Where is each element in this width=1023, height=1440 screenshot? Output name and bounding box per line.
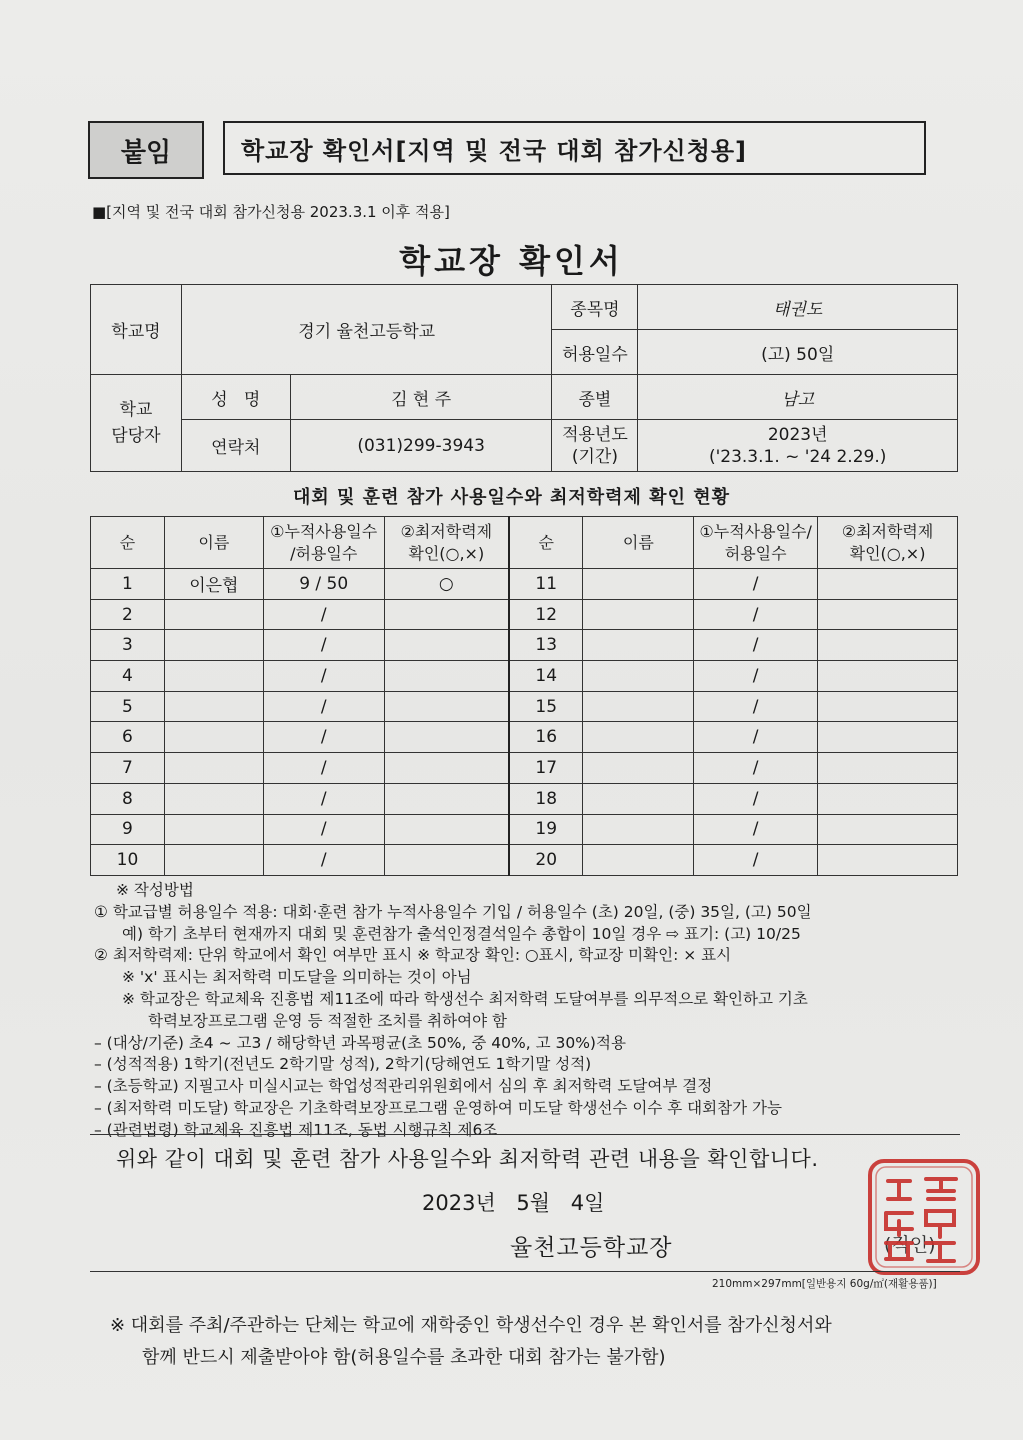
table-row <box>91 661 958 692</box>
instruction-line: ※ 'x' 표시는 최저학력 미도달을 의미하는 것이 아님 <box>122 968 472 987</box>
school-info-table <box>90 284 958 472</box>
row-days-right: / <box>694 691 818 722</box>
row-days: / <box>263 783 384 814</box>
row-name <box>164 845 263 876</box>
row-number-right: 16 <box>509 722 583 753</box>
official-seal-stamp <box>866 1157 982 1277</box>
instruction-line: – (대상/기준) 초4 ~ 고3 / 해당학년 과목평균(초 50%, 중 40%, 고 30%)적용 <box>94 1033 626 1052</box>
row-name-right <box>583 569 694 600</box>
table-row <box>91 845 958 876</box>
row-name <box>164 599 263 630</box>
manager-label: 학교 담당자 <box>91 375 182 472</box>
row-check-right <box>818 661 958 692</box>
row-number: 7 <box>91 753 165 784</box>
row-name-right <box>583 753 694 784</box>
row-name-right <box>583 661 694 692</box>
header-days-right: ①누적사용일수/ 허용일수 <box>694 517 818 569</box>
row-name <box>164 783 263 814</box>
row-check <box>384 691 509 722</box>
year-value: 2023년 <box>767 424 828 445</box>
participation-table <box>90 516 958 876</box>
row-check <box>384 661 509 692</box>
document-header-title: 학교장 확인서[지역 및 전국 대회 참가신청용] <box>223 121 926 175</box>
header-name-right: 이름 <box>583 517 694 569</box>
year-label: 적용년도 (기간) <box>552 420 638 472</box>
row-check-right <box>818 691 958 722</box>
header-check: ②최저학력제 확인(○,×) <box>384 517 509 569</box>
manager-name-value: 김 현 주 <box>290 375 552 420</box>
row-number: 5 <box>91 691 165 722</box>
row-days-right: / <box>694 845 818 876</box>
table-row <box>91 630 958 661</box>
row-number-right: 14 <box>509 661 583 692</box>
row-days-right: / <box>694 630 818 661</box>
instruction-line: ※ 작성방법 <box>116 881 194 899</box>
instruction-line: ② 최저학력제: 단위 학교에서 확인 여부만 표시 ※ 학교장 확인: ○표시, 학교장 미확인: × 표시 <box>94 946 732 965</box>
row-number-right: 19 <box>509 814 583 845</box>
row-days: / <box>263 753 384 784</box>
manager-name-label: 성 명 <box>181 375 290 420</box>
row-days: / <box>263 599 384 630</box>
attachment-tag: 붙임 <box>88 121 204 179</box>
row-days-right: / <box>694 722 818 753</box>
row-number-right: 15 <box>509 691 583 722</box>
row-name-right <box>583 599 694 630</box>
instruction-line: 예) 학기 초부터 현재까지 대회 및 훈련참가 출석인정결석일수 총합이 10일 경우 ⇨ 표기: (고) 10/25 <box>122 924 801 943</box>
instruction-line: – (관련법령) 학교체육 진흥법 제11조, 동법 시행규칙 제6조 <box>94 1120 498 1139</box>
instruction-line: 학력보장프로그램 운영 등 적절한 조치를 취하여야 함 <box>148 1011 507 1030</box>
table-row <box>91 569 958 600</box>
contact-value: (031)299-3943 <box>290 420 552 472</box>
row-number: 4 <box>91 661 165 692</box>
principal-title: 율천고등학교장 <box>510 1235 673 1261</box>
row-days-right: / <box>694 661 818 692</box>
row-name-right <box>583 845 694 876</box>
row-check-right <box>818 783 958 814</box>
contact-label: 연락처 <box>181 420 290 472</box>
row-check <box>384 599 509 630</box>
row-check: ○ <box>384 569 509 600</box>
row-name-right <box>583 783 694 814</box>
row-days-right: / <box>694 783 818 814</box>
instruction-line: – (초등학교) 지필고사 미실시교는 학업성적관리위원회에서 심의 후 최저학력 도달여부 결정 <box>94 1077 713 1096</box>
row-days-right: / <box>694 599 818 630</box>
header-num-right: 순 <box>509 517 583 569</box>
header-num: 순 <box>91 517 165 569</box>
row-check <box>384 783 509 814</box>
table-row <box>91 814 958 845</box>
table-header-row <box>91 517 958 569</box>
footer-line: 함께 반드시 제출받아야 함(허용일수를 초과한 대회 참가는 불가함) <box>142 1347 666 1368</box>
row-check <box>384 845 509 876</box>
table-row <box>91 722 958 753</box>
row-number-right: 20 <box>509 845 583 876</box>
footer-note <box>110 1310 832 1374</box>
table-row <box>91 599 958 630</box>
sport-label: 종목명 <box>552 285 638 330</box>
row-number: 1 <box>91 569 165 600</box>
row-days: / <box>263 814 384 845</box>
confirmation-statement: 위와 같이 대회 및 훈련 참가 사용일수와 최저학력 관련 내용을 확인합니다. <box>116 1147 819 1171</box>
row-days-right: / <box>694 814 818 845</box>
row-days: / <box>263 722 384 753</box>
row-number: 3 <box>91 630 165 661</box>
row-days: / <box>263 691 384 722</box>
row-days: / <box>263 630 384 661</box>
row-check-right <box>818 814 958 845</box>
row-name-right <box>583 722 694 753</box>
section-title: 대회 및 훈련 참가 사용일수와 최저학력제 확인 현황 <box>292 487 730 508</box>
row-number: 8 <box>91 783 165 814</box>
row-check <box>384 753 509 784</box>
row-days-right: / <box>694 753 818 784</box>
row-number-right: 18 <box>509 783 583 814</box>
row-number-right: 11 <box>509 569 583 600</box>
instruction-line: ※ 학교장은 학교체육 진흥법 제11조에 따라 학생선수 최저학력 도달여부를 의무적으로 확인하고 기초 <box>122 989 808 1008</box>
row-number: 2 <box>91 599 165 630</box>
row-days: / <box>263 845 384 876</box>
paper-spec: 210mm×297mm[일반용지 60g/㎡(재활용품)] <box>712 1278 937 1290</box>
row-check-right <box>818 845 958 876</box>
table-row <box>91 691 958 722</box>
divider <box>90 1271 960 1272</box>
row-check-right <box>818 599 958 630</box>
category-label: 종별 <box>552 375 638 420</box>
seal-label: (직인) <box>884 1234 936 1256</box>
row-days-right: / <box>694 569 818 600</box>
row-check <box>384 722 509 753</box>
form-subtitle: ■[지역 및 전국 대회 참가신청용 2023.3.1 이후 적용] <box>92 203 450 221</box>
row-name <box>164 814 263 845</box>
row-check <box>384 630 509 661</box>
school-name-label: 학교명 <box>91 285 182 375</box>
row-number: 9 <box>91 814 165 845</box>
header-days: ①누적사용일수 /허용일수 <box>263 517 384 569</box>
writing-instructions <box>94 880 974 1142</box>
row-name <box>164 753 263 784</box>
row-check-right <box>818 722 958 753</box>
instruction-line: – (최저학력 미도달) 학교장은 기초학력보장프로그램 운영하여 미도달 학생선수 이수 후 대회참가 가능 <box>94 1098 782 1117</box>
divider <box>90 1134 960 1135</box>
row-number: 6 <box>91 722 165 753</box>
instruction-line: ① 학교급별 허용일수 적용: 대회·훈련 참가 누적사용일수 기입 / 허용일수 (초) 20일, (중) 35일, (고) 50일 <box>94 902 812 921</box>
allowed-days-label: 허용일수 <box>552 330 638 375</box>
issue-date: 2023년 5월 4일 <box>422 1191 605 1215</box>
row-days: / <box>263 661 384 692</box>
row-name: 이은협 <box>164 569 263 600</box>
row-number-right: 12 <box>509 599 583 630</box>
year-value-cell <box>638 420 958 472</box>
row-name-right <box>583 691 694 722</box>
school-name-value: 경기 율천고등학교 <box>181 285 552 375</box>
instruction-line: – (성적적용) 1학기(전년도 2학기말 성적), 2학기(당해연도 1학기말 성적) <box>94 1055 592 1074</box>
row-name <box>164 630 263 661</box>
table-row <box>91 753 958 784</box>
row-name-right <box>583 814 694 845</box>
row-number-right: 17 <box>509 753 583 784</box>
category-value: 남고 <box>638 375 958 420</box>
header-check-right: ②최저학력제 확인(○,×) <box>818 517 958 569</box>
year-period: ('23.3.1. ~ '24 2.29.) <box>708 446 887 467</box>
row-name <box>164 661 263 692</box>
table-row <box>91 783 958 814</box>
footer-line: ※ 대회를 주최/주관하는 단체는 학교에 재학중인 학생선수인 경우 본 확인서를 참가신청서와 <box>110 1315 832 1336</box>
page-title: 학교장 확인서 <box>399 242 624 280</box>
row-check-right <box>818 630 958 661</box>
row-number-right: 13 <box>509 630 583 661</box>
allowed-days-value: (고) 50일 <box>638 330 958 375</box>
row-days: 9 / 50 <box>263 569 384 600</box>
row-name <box>164 722 263 753</box>
header-name: 이름 <box>164 517 263 569</box>
row-number: 10 <box>91 845 165 876</box>
row-check <box>384 814 509 845</box>
row-check-right <box>818 753 958 784</box>
row-check-right <box>818 569 958 600</box>
row-name <box>164 691 263 722</box>
sport-value: 태권도 <box>638 285 958 330</box>
row-name-right <box>583 630 694 661</box>
